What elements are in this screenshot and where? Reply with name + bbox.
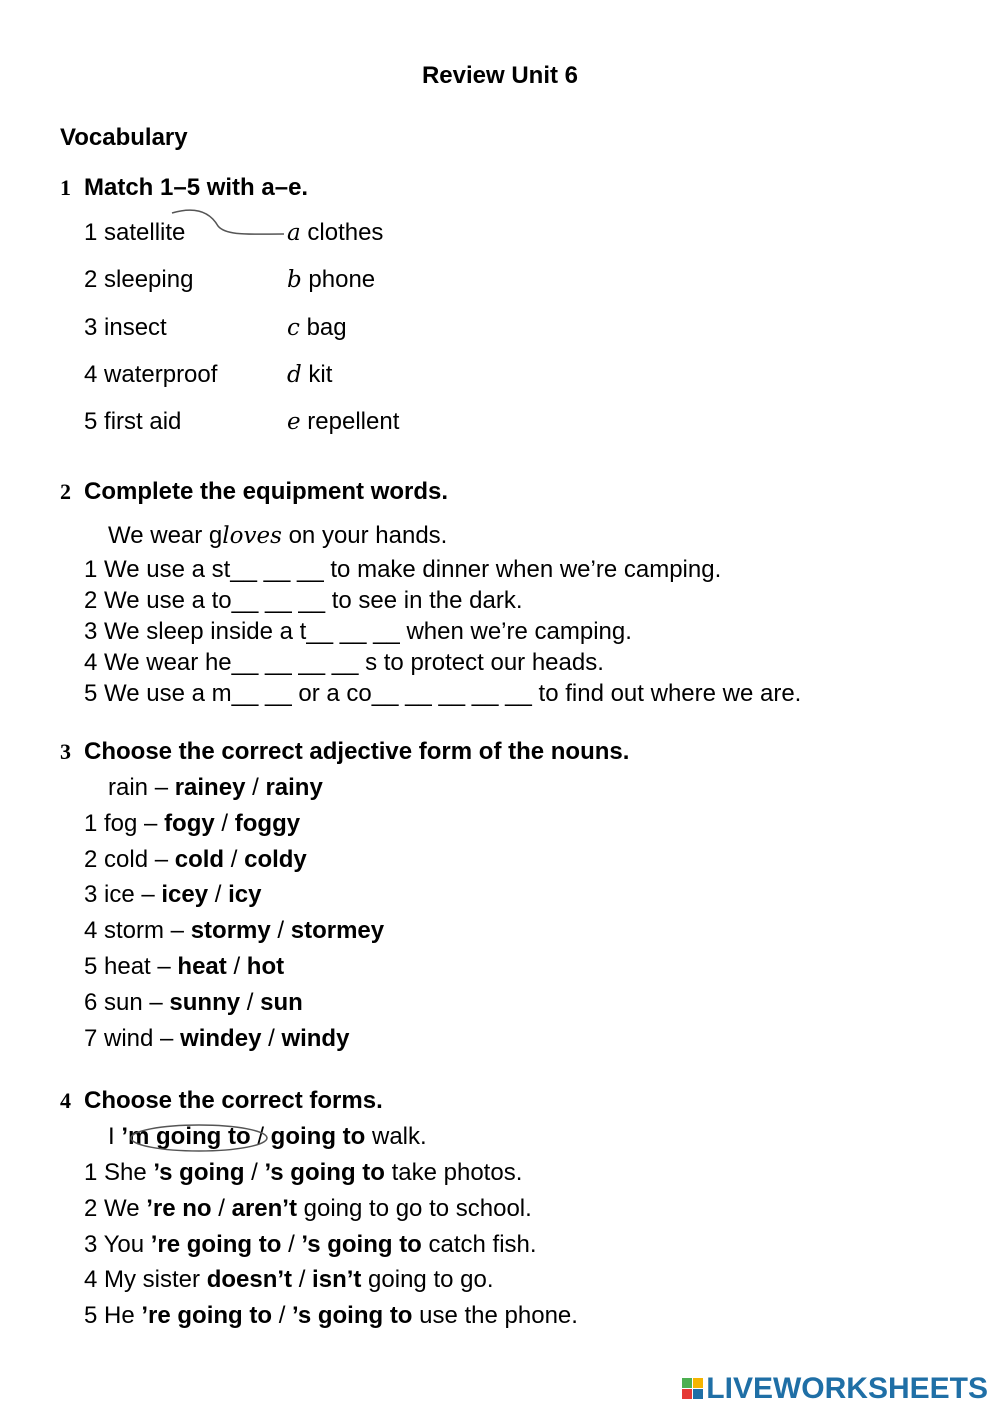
option-b[interactable]: going to bbox=[270, 1123, 366, 1150]
option-a[interactable]: stormy bbox=[190, 917, 271, 944]
match-right-item[interactable]: e repellent bbox=[287, 408, 400, 435]
choice-item: 5 heat – heat / hot bbox=[84, 953, 285, 980]
section-heading: Vocabulary bbox=[60, 124, 188, 151]
option-a[interactable]: fogy bbox=[164, 810, 215, 837]
page-title: Review Unit 6 bbox=[421, 62, 579, 89]
choice-item: 4 storm – stormy / stormey bbox=[84, 917, 385, 944]
match-left-item[interactable]: 5 first aid bbox=[84, 408, 182, 435]
match-left-item[interactable]: 4 waterproof bbox=[84, 361, 218, 388]
logo-text: LIVEWORKSHEETS bbox=[706, 1372, 988, 1405]
match-right-item[interactable]: d kit bbox=[287, 361, 333, 388]
match-left-item[interactable]: 2 sleeping bbox=[84, 266, 194, 293]
choice-item: 1 She ’s going / ’s going to take photos. bbox=[84, 1159, 523, 1186]
option-a[interactable]: ’s going bbox=[153, 1159, 245, 1186]
option-a[interactable]: ’re no bbox=[146, 1195, 212, 1222]
choice-item: 2 cold – cold / coldy bbox=[84, 846, 307, 873]
option-a[interactable]: ’m going to bbox=[121, 1123, 251, 1150]
option-b[interactable]: windy bbox=[281, 1025, 350, 1052]
choice-item: 3 ice – icey / icy bbox=[84, 881, 262, 908]
choice-item: 6 sun – sunny / sun bbox=[84, 989, 303, 1016]
exercise-3-heading bbox=[60, 738, 629, 766]
option-a[interactable]: icey bbox=[161, 881, 209, 908]
choice-item: I ’m going to / going to walk. bbox=[108, 1123, 427, 1150]
option-b[interactable]: stormey bbox=[290, 917, 385, 944]
option-a[interactable]: ’re going to bbox=[150, 1231, 282, 1258]
option-b[interactable]: isn’t bbox=[312, 1266, 362, 1293]
choice-item: 7 wind – windey / windy bbox=[84, 1025, 350, 1052]
liveworksheets-logo bbox=[682, 1372, 988, 1406]
option-b[interactable]: aren’t bbox=[231, 1195, 297, 1222]
option-a[interactable]: ’re going to bbox=[141, 1302, 273, 1329]
option-a[interactable]: doesn’t bbox=[206, 1266, 293, 1293]
exercise-2-heading bbox=[60, 478, 448, 506]
exercise-number: 2 bbox=[60, 479, 71, 504]
gap-fill-sentence[interactable]: 4 We wear he__ __ __ __ s to protect our heads. bbox=[84, 649, 604, 676]
option-a[interactable]: windey bbox=[180, 1025, 262, 1052]
match-left-item[interactable]: 3 insect bbox=[84, 314, 167, 341]
exercise-instruction: Choose the correct forms. bbox=[84, 1087, 383, 1114]
exercise-1-heading bbox=[60, 174, 308, 202]
gap-fill-sentence[interactable]: 1 We use a st__ __ __ to make dinner when we’re camping. bbox=[84, 556, 722, 583]
choice-item: 3 You ’re going to / ’s going to catch fish. bbox=[84, 1231, 537, 1258]
example-sentence: We wear gloves on your hands. bbox=[108, 522, 448, 549]
choice-item: 1 fog – fogy / foggy bbox=[84, 810, 301, 837]
option-b[interactable]: ’s going to bbox=[292, 1302, 413, 1329]
match-left-item[interactable]: 1 satellite bbox=[84, 219, 186, 246]
option-b[interactable]: icy bbox=[228, 881, 262, 908]
option-a[interactable]: rainey bbox=[174, 774, 246, 801]
option-a[interactable]: sunny bbox=[169, 989, 241, 1016]
option-b[interactable]: hot bbox=[246, 953, 285, 980]
choice-item: rain – rainey / rainy bbox=[108, 774, 323, 801]
match-right-item[interactable]: a clothes bbox=[287, 219, 384, 246]
exercise-instruction: Match 1–5 with a–e. bbox=[84, 174, 309, 201]
gap-fill-sentence[interactable]: 3 We sleep inside a t__ __ __ when we’re camping. bbox=[84, 618, 632, 645]
exercise-number: 4 bbox=[60, 1088, 71, 1113]
option-b[interactable]: coldy bbox=[244, 846, 307, 873]
match-example-line bbox=[172, 210, 284, 234]
option-b[interactable]: rainy bbox=[265, 774, 323, 801]
exercise-number: 1 bbox=[60, 175, 71, 200]
match-right-item[interactable]: b phone bbox=[287, 266, 376, 293]
choice-item: 5 He ’re going to / ’s going to use the phone. bbox=[84, 1302, 578, 1329]
option-b[interactable]: ’s going to bbox=[301, 1231, 422, 1258]
gap-fill-sentence[interactable]: 5 We use a m__ __ or a co__ __ __ __ __ to find out where we are. bbox=[84, 680, 802, 707]
option-b[interactable]: ’s going to bbox=[264, 1159, 385, 1186]
option-b[interactable]: foggy bbox=[234, 810, 301, 837]
choice-item: 4 My sister doesn’t / isn’t going to go. bbox=[84, 1266, 494, 1293]
exercise-instruction: Complete the equipment words. bbox=[84, 478, 449, 505]
match-right-item[interactable]: c bag bbox=[287, 314, 347, 341]
exercise-instruction: Choose the correct adjective form of the nouns. bbox=[84, 738, 630, 765]
option-a[interactable]: heat bbox=[177, 953, 227, 980]
exercise-4-heading bbox=[60, 1087, 383, 1115]
option-a[interactable]: cold bbox=[174, 846, 225, 873]
gap-fill-sentence[interactable]: 2 We use a to__ __ __ to see in the dark. bbox=[84, 587, 523, 614]
logo-icon bbox=[682, 1376, 704, 1402]
example-answer: loves bbox=[222, 523, 282, 549]
choice-item: 2 We ’re no / aren’t going to go to school. bbox=[84, 1195, 532, 1222]
exercise-number: 3 bbox=[60, 739, 71, 764]
option-b[interactable]: sun bbox=[260, 989, 303, 1016]
